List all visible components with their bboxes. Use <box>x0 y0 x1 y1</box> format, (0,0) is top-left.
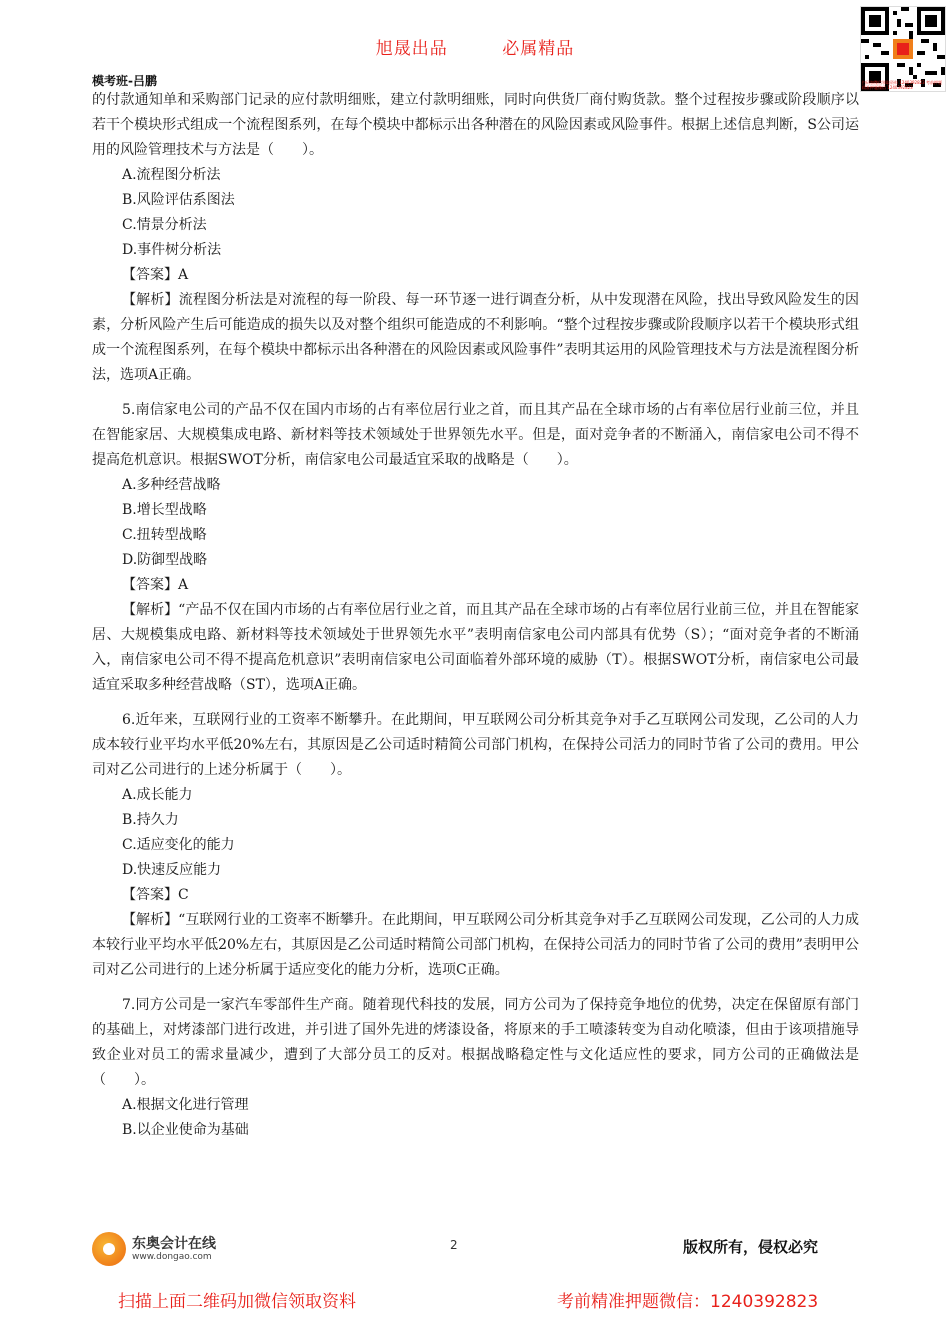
document-body <box>92 88 859 1143</box>
banner-right: 必属精品 <box>502 39 575 59</box>
option-item: A.成长能力 <box>122 787 193 803</box>
qr-caption: 扫码加微信领取资料 1240392823 考前押题 精准押题微信 1240392823 <box>862 80 942 90</box>
paragraph: 的付款通知单和采购部门记录的应付款明细账，建立付款明细账，同时向供货厂商付购货款。整个过程按步骤或阶段顺序以若干个模块形式组成一个流程图系列，在每个模块中都标示出各种潜在的风险因素或风险事件。根据上述信息判断，S公司运用的风险管理技术与方法是（ ）。 <box>92 92 859 158</box>
option-item: B.增长型战略 <box>122 502 207 518</box>
promo-left: 扫描上面二维码加微信领取资料 <box>118 1292 356 1312</box>
answer-line: 【答案】C <box>122 887 189 903</box>
copyright-notice: 版权所有，侵权必究 <box>683 1238 819 1256</box>
promo-right: 考前精准押题微信：1240392823 <box>557 1292 819 1312</box>
question-stem: 6.近年来，互联网行业的工资率不断攀升。在此期间，甲互联网公司分析其竞争对手乙互联网公司发现，乙公司的人力成本较行业平均水平低20%左右，其原因是乙公司适时精简公司部门机构，在保持公司活力的同时节省了公司的费用。甲公司对乙公司进行的上述分析属于（ ）。 <box>92 712 859 778</box>
option-item: B.以企业使命为基础 <box>122 1122 249 1138</box>
author-label: 模考班-吕鹏 <box>92 74 157 88</box>
option-item: C.适应变化的能力 <box>122 837 235 853</box>
option-item: D.防御型战略 <box>122 552 208 568</box>
dongao-logo <box>92 1228 252 1268</box>
option-item: D.快速反应能力 <box>122 862 222 878</box>
option-item: A.多种经营战略 <box>122 477 221 493</box>
question-stem: 5.南信家电公司的产品不仅在国内市场的占有率位居行业之首，而且其产品在全球市场的占有率位居行业前三位，并且在智能家居、大规模集成电路、新材料等技术领域处于世界领先水平。但是，面对竞争者的不断涌入，南信家电公司不得不提高危机意识。根据SWOT分析，南信家电公司最适宜采取的战略是（ ）。 <box>92 402 859 468</box>
logo-text: 东奥会计在线 <box>132 1236 216 1252</box>
option-item: A.流程图分析法 <box>122 167 221 183</box>
analysis-paragraph: 【解析】流程图分析法是对流程的每一阶段、每一环节逐一进行调查分析，从中发现潜在风险，找出导致风险发生的因素，分析风险产生后可能造成的损失以及对整个组织可能造成的不利影响。“整个过程按步骤或阶段顺序以若干个模块形式组成一个流程图系列，在每个模块中都标示出各种潜在的风险因素或风险事件”表明其运用的风险管理技术与方法是流程图分析法，选项A正确。 <box>92 292 859 383</box>
option-item: B.风险评估系图法 <box>122 192 235 208</box>
analysis-paragraph: 【解析】“产品不仅在国内市场的占有率位居行业之首，而且其产品在全球市场的占有率位居行业前三位，并且在智能家居、大规模集成电路、新材料等技术领域处于世界领先水平”表明南信家电公司内部具有优势（S）；“面对竞争者的不断涌入，南信家电公司不得不提高危机意识”表明南信家电公司面临着外部环境的威胁（T）。根据SWOT分析，南信家电公司最适宜采取多种经营战略（ST），选项A正确。 <box>92 602 859 693</box>
option-item: C.扭转型战略 <box>122 527 207 543</box>
option-item: A.根据文化进行管理 <box>122 1097 249 1113</box>
page-number: 2 <box>450 1238 458 1252</box>
header-banner <box>0 34 950 59</box>
answer-line: 【答案】A <box>122 267 189 283</box>
answer-line: 【答案】A <box>122 577 189 593</box>
option-item: C.情景分析法 <box>122 217 207 233</box>
option-item: B.持久力 <box>122 812 179 828</box>
logo-icon <box>92 1232 126 1266</box>
analysis-paragraph: 【解析】“互联网行业的工资率不断攀升。在此期间，甲互联网公司分析其竞争对手乙互联网公司发现，乙公司的人力成本较行业平均水平低20%左右，其原因是乙公司适时精简公司部门机构，在保持公司活力的同时节省了公司的费用”表明甲公司对乙公司进行的上述分析属于适应变化的能力分析，选项C正确。 <box>92 912 859 978</box>
logo-url: www.dongao.com <box>132 1252 212 1262</box>
question-stem: 7.同方公司是一家汽车零部件生产商。随着现代科技的发展，同方公司为了保持竞争地位的优势，决定在保留原有部门的基础上，对烤漆部门进行改进，并引进了国外先进的烤漆设备，将原来的手工喷漆转变为自动化喷漆，但由于该项措施导致企业对员工的需求量减少，遭到了大部分员工的反对。根据战略稳定性与文化适应性的要求，同方公司的正确做法是（ ）。 <box>92 997 859 1088</box>
banner-left: 旭晟出品 <box>375 39 448 59</box>
option-item: D.事件树分析法 <box>122 242 222 258</box>
